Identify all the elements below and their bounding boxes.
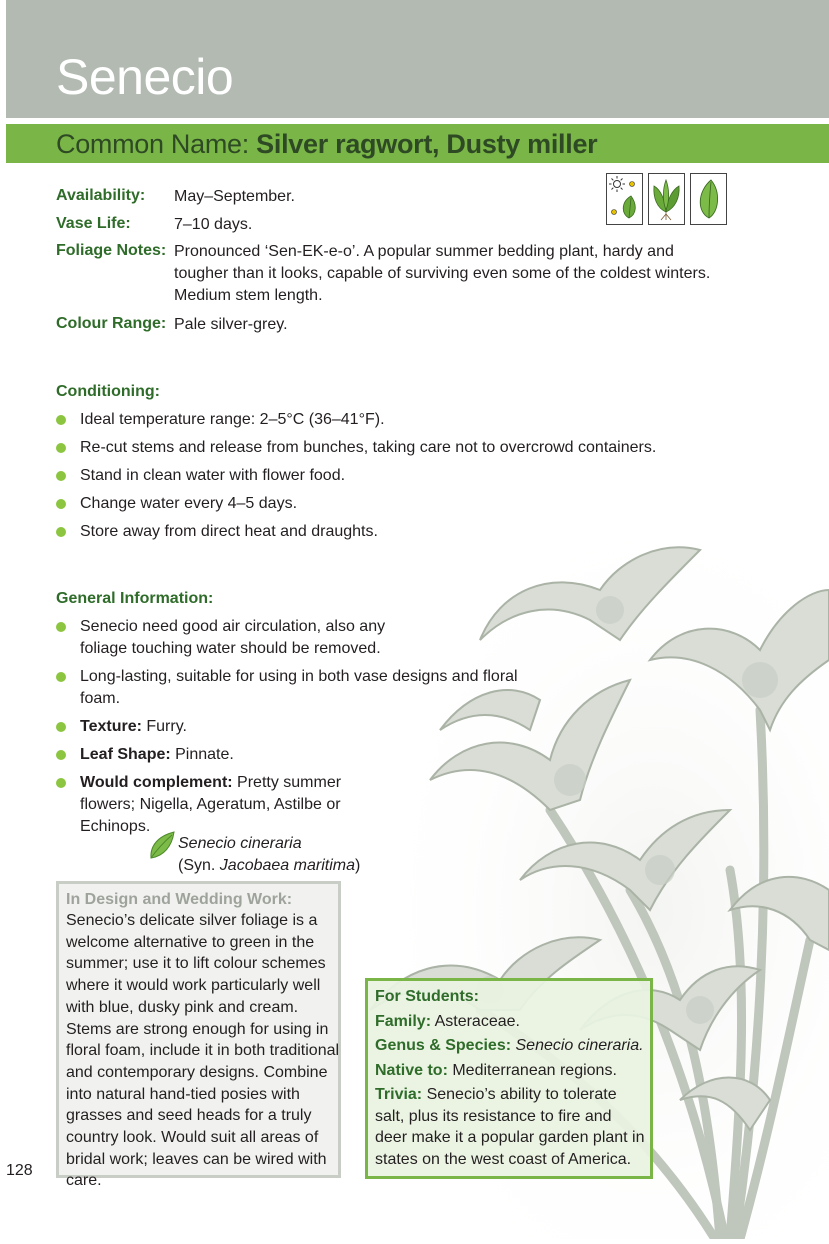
common-name-value: Silver ragwort, Dusty miller xyxy=(256,129,598,159)
trivia-row xyxy=(375,1084,647,1170)
native-value: Mediterranean regions. xyxy=(447,1061,617,1079)
leaf-shape-label: Leaf Shape: xyxy=(80,746,171,763)
family-row xyxy=(375,1011,650,1033)
list-item: Ideal temperature range: 2–5°C (36–41°F). xyxy=(56,409,676,431)
texture-value: Furry. xyxy=(141,718,187,735)
page-title: Senecio xyxy=(56,49,234,105)
list-item: Store away from direct heat and draughts. xyxy=(56,521,676,543)
trivia-value: Senecio’s ability to tolerate salt, plus its resistance to fire and deer make it a popular garden plant in states on the west coast of America. xyxy=(375,1086,645,1168)
leaf-shape-value: Pinnate. xyxy=(170,746,234,763)
species-name: Senecio cineraria xyxy=(178,835,302,852)
native-label: Native to: xyxy=(375,1061,448,1079)
species-caption xyxy=(178,833,360,877)
page-number: 128 xyxy=(6,1162,33,1179)
common-name-label: Common Name: xyxy=(56,129,249,159)
genus-value: Senecio cineraria. xyxy=(511,1037,644,1054)
general-info-heading: General Information: xyxy=(56,590,214,607)
syn-prefix: (Syn. xyxy=(178,857,220,874)
list-item: Long-lasting, suitable for using in both vase designs and floral foam. xyxy=(56,666,556,710)
conditioning-heading: Conditioning: xyxy=(56,383,160,400)
design-box-body: Senecio’s delicate silver foliage is a welcome alternative to green in the summer; use it to lift colour schemes where it would work particularly well with blue, dusky pink and cream. Stems are strong enough for using in floral foam, include it in both traditional and contemporary designs. Combine into natural hand-tied posies with grasses and seed heads for a truly country look. Would suit all areas of bridal work; leaves can be wired with care. xyxy=(66,912,340,1190)
texture-label: Texture: xyxy=(80,718,142,735)
vase-life-label: Vase Life: xyxy=(56,215,131,232)
availability-label: Availability: xyxy=(56,187,146,204)
foliage-notes-label: Foliage Notes: xyxy=(56,242,167,259)
foliage-notes-value: Pronounced ‘Sen-EK-e-o’. A popular summer bedding plant, hardy and tougher than it looks, capable of surviving even some of the coldest winters. Medium stem length. xyxy=(174,243,711,304)
colour-range-value: Pale silver-grey. xyxy=(174,316,288,333)
vase-life-value: 7–10 days. xyxy=(174,216,253,233)
design-wedding-box xyxy=(56,881,341,1190)
colour-range-label: Colour Range: xyxy=(56,315,167,332)
syn-suffix: ) xyxy=(354,857,361,874)
complement-value: Pretty summer flowers; Nigella, Ageratum, Astilbe or Echinops. xyxy=(80,774,342,835)
general-info-list xyxy=(56,616,556,844)
genus-label: Genus & Species: xyxy=(375,1037,512,1054)
list-item: Stand in clean water with flower food. xyxy=(56,465,676,487)
list-item xyxy=(56,744,556,766)
students-title: For Students: xyxy=(375,988,479,1005)
list-item: Senecio need good air circulation, also any foliage touching water should be removed. xyxy=(56,616,425,660)
synonym-name: Jacobaea maritima xyxy=(219,857,355,874)
list-item: Change water every 4–5 days. xyxy=(56,493,676,515)
for-students-box xyxy=(365,978,653,1179)
trivia-label: Trivia: xyxy=(375,1086,423,1103)
family-label: Family: xyxy=(375,1012,432,1030)
list-item xyxy=(56,716,556,738)
availability-value: May–September. xyxy=(174,188,295,205)
genus-row xyxy=(375,1035,650,1057)
family-value: Asteraceae. xyxy=(431,1012,520,1030)
common-name xyxy=(56,128,597,160)
list-item xyxy=(56,772,390,838)
complement-label: Would complement: xyxy=(80,774,233,791)
leaf-icon xyxy=(148,830,176,865)
design-box-title: In Design and Wedding Work: xyxy=(66,891,293,908)
conditioning-list xyxy=(56,409,676,549)
native-row xyxy=(375,1060,650,1082)
list-item: Re-cut stems and release from bunches, taking care not to overcrowd containers. xyxy=(56,437,676,459)
